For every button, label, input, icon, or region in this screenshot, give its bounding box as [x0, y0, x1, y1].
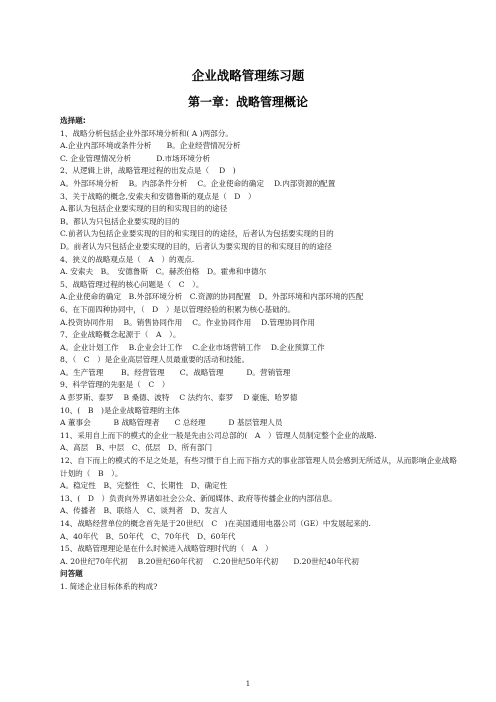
text-line: 10、( B )是企业战略管理的主体 — [60, 405, 180, 415]
text-line: D。前者认为只包括企业要实现的目的，后者认为要实现的目的和实现目的的途径 — [60, 241, 332, 251]
text-line: A.都认为包括企业要实现的目的和实现目的的途径 — [60, 204, 228, 214]
section-heading: 选择题: — [60, 116, 86, 125]
text-line: 7、企业战略概念起源于（ A ）。 — [60, 330, 181, 340]
text-line: 14、战略经营单位的概念首先是于20世纪( C )在美国通用电器公司（GE）中发展起来的. — [60, 519, 371, 528]
text-line: 15、战略管理理论是在什么时候进入战略管理时代的（ A ） — [60, 544, 273, 554]
text-line: 1、战略分析包括企业外部环境分析和( A )两部分。 — [60, 128, 233, 138]
text-line: A 董事会 B 战略管理者 C 总经理 D 基层管理人员 — [60, 418, 283, 428]
text-line: A.企业内部环境或条件分析 B。企业经营情况分析 — [60, 141, 241, 151]
text-line: 4、狭义的战略观点是（ A ）的观点. — [60, 254, 195, 264]
text-line: A、高层 B、中层 C、低层 D、所有部门 — [60, 443, 213, 453]
text-line: 2、从逻辑上讲，战略管理过程的出发点是（ D ) — [60, 166, 236, 176]
text-line: 6、在下面四种协同中，（ D ）是以管理经验的积累为核心基础的。 — [60, 304, 295, 314]
text-line: C.前者认为包括企业要实现的目的和实现目的的途径，后者认为包括要实现的目的 — [60, 229, 334, 239]
text-line: A 彭罗斯、泰罗 B 桑德、波特 C 法约尔、泰罗 D 豪施、哈罗德 — [60, 393, 298, 403]
text-line: A. 20世纪70年代初 B.20世纪60年代初 C.20世纪50年代初 D.20世纪40年代初 — [60, 556, 359, 566]
text-line: A。企业计划工作 B.企业会计工作 C.企业市场营销工作 D.企业预算工作 — [60, 342, 325, 352]
text-line: 8、（ C ）是企业高层管理人员最重要的活动和技能。 — [60, 355, 250, 365]
text-line: A。生产管理 B。经营管理 C。战略管理 D。营销管理 — [60, 367, 291, 377]
text-line: 3、关于战略的概念,安索夫和安德鲁斯的观点是（ D ） — [60, 191, 256, 201]
text-line: A.企业使命的确定 B.外部环境分析 C.资源的协同配置 D。外部环境和内部环境的匹配 — [60, 292, 364, 302]
text-line: A.投资协同作用 B。销售协同作用 C。作业协同作用 D.管理协同作用 — [60, 317, 315, 327]
text-line: 1. 简述企业目标体系的构成? — [60, 581, 158, 591]
text-line: C. 企业管理情况分析 D.市场环境分析 — [60, 153, 211, 163]
text-line: B。都认为只包括企业要实现的目的 — [60, 216, 180, 226]
text-line: 9、科学管理的先驱是（ C ） — [60, 380, 170, 390]
text-line: 11、采用自上而下的模式的企业一般是先由公司总部的( A ）管理人员制定整个企业的战略. — [60, 430, 377, 440]
text-line: 12、自下而上的模式的不足之处是，有些习惯于自上而下指方式的事业部管理人员会感到无所适从，从而影响企业战略计划的（ B ）。 — [60, 456, 457, 478]
text-line: A、40年代 B、50年代 C、70年代 D、60年代 — [60, 531, 236, 541]
text-line: A、传播者 B、联络人 C、谈判者 D、发言人 — [60, 506, 228, 516]
text-line: 5、战略管理过程的核心问题是（ C ）。 — [60, 279, 204, 289]
text-line: A。外部环境分析 B。内部条件分析 C。企业使命的确定 D.内部资源的配置 — [60, 178, 336, 188]
document-title: 企业战略管理练习题 — [191, 68, 305, 83]
question-list — [60, 115, 460, 594]
chapter-title: 第一章：战略管理概论 — [187, 95, 308, 109]
section-heading: 问答题 — [60, 569, 83, 579]
text-line: 13、( D ）负责向外界诸如社会公众、新闻媒体、政府等传播企业的内部信息。 — [60, 493, 337, 503]
page-number: 1 — [245, 680, 251, 688]
text-line: A. 安索夫 B。 安德鲁斯 C。赫茨伯格 D。霍弗和申德尔 — [60, 267, 267, 277]
text-line: A。稳定性 B、完整性 C、长期性 D、确定性 — [60, 481, 228, 491]
